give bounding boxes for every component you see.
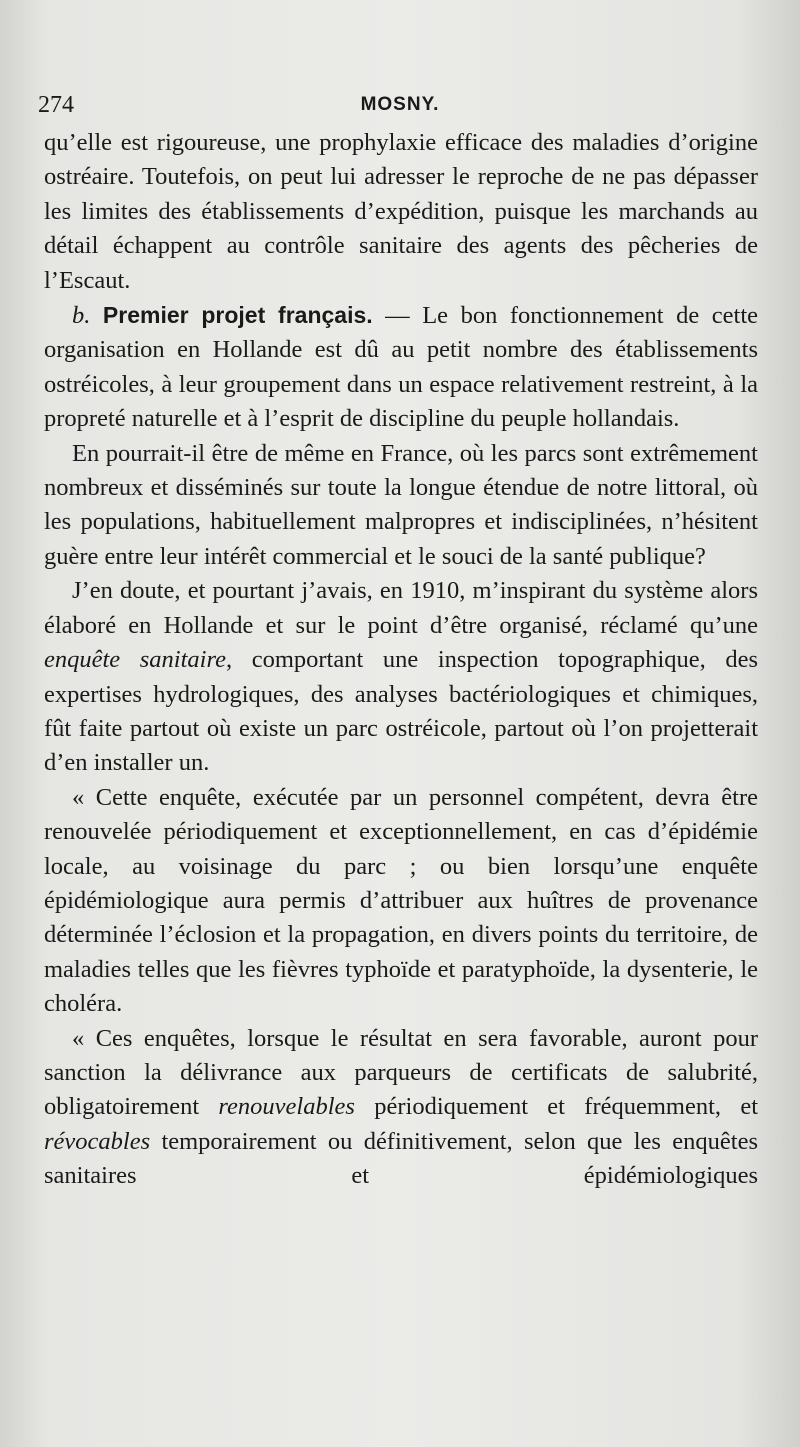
page-number: 274	[38, 92, 74, 118]
paragraph-2-text: — Le bon fonctionnement de cette organisation en Hollande est dû au petit nombre des établissements ostréicoles, à leur groupement dans un espace relativement restreint, à la propreté naturelle et à l’esprit de discipline du peuple hollandais.	[44, 302, 759, 433]
paragraph-3: En pourrait-il être de même en France, où les parcs sont extrêmement nombreux et disséminés sur toute la longue étendue de notre littoral, où les populations, habituellement malpropres et indisciplinées, n’hésitent guère entre leur intérêt commercial et le souci de la santé publique?	[44, 439, 758, 570]
emphasis-renouvelables: renouvelables	[218, 1093, 355, 1121]
paragraph-6	[44, 1022, 758, 1194]
emphasis-revocables: révocables	[44, 1127, 151, 1155]
section-label: b.	[72, 302, 91, 330]
paragraph-2	[44, 298, 758, 437]
running-head: MOSNY.	[360, 94, 440, 115]
paragraph-4-part-b: , comportant une inspection topographique, des expertises hydrologiques, des analyses bactériologiques et chimiques, fût faite partout où existe un parc ostréicole, partout où l’on projetterait d’en installer un.	[44, 646, 758, 777]
paragraph-4-part-a: J’en doute, et pourtant j’avais, en 1910, m’inspirant du système alors élaboré en Hollande et sur le point d’être organisé, réclamé qu’une	[44, 577, 758, 639]
paragraph-6-part-a: « Ces enquêtes, lorsque le résultat en sera favorable, auront pour sanction la délivrance aux parqueurs de certificats de salubrité, obligatoirement	[44, 1024, 758, 1121]
paragraph-6-part-c: temporairement ou définitivement, selon que les enquêtes sanitaires et épidémiologiques	[44, 1127, 758, 1190]
paragraph-4	[44, 574, 758, 780]
paragraph-1: qu’elle est rigoureuse, une prophylaxie efficace des maladies d’origine ostréaire. Toutefois, on peut lui adresser le reproche de ne pas dépasser les limites des établissements d’expédition, puisque les marchands au détail échappent au contrôle sanitaire des agents des pêcheries de l’Escaut.	[44, 129, 758, 294]
emphasis-enquete-sanitaire: enquête sanitaire	[44, 646, 226, 674]
section-heading: Premier projet français.	[102, 302, 373, 329]
paragraph-6-part-b: périodiquement et fréquemment, et	[354, 1093, 758, 1121]
body-text	[44, 126, 758, 1194]
paragraph-5: « Cette enquête, exécutée par un personnel compétent, devra être renouvelée périodiquement et exceptionnellement, en cas d’épidémie locale, au voisinage du parc ; ou bien lorsqu’une enquête épidémiologique aura permis d’attribuer aux huîtres de provenance déterminée l’éclosion et la propagation, en divers points du territoire, de maladies telles que les fièvres typhoïde et paratyphoïde, la dysenterie, le choléra.	[44, 783, 758, 1018]
